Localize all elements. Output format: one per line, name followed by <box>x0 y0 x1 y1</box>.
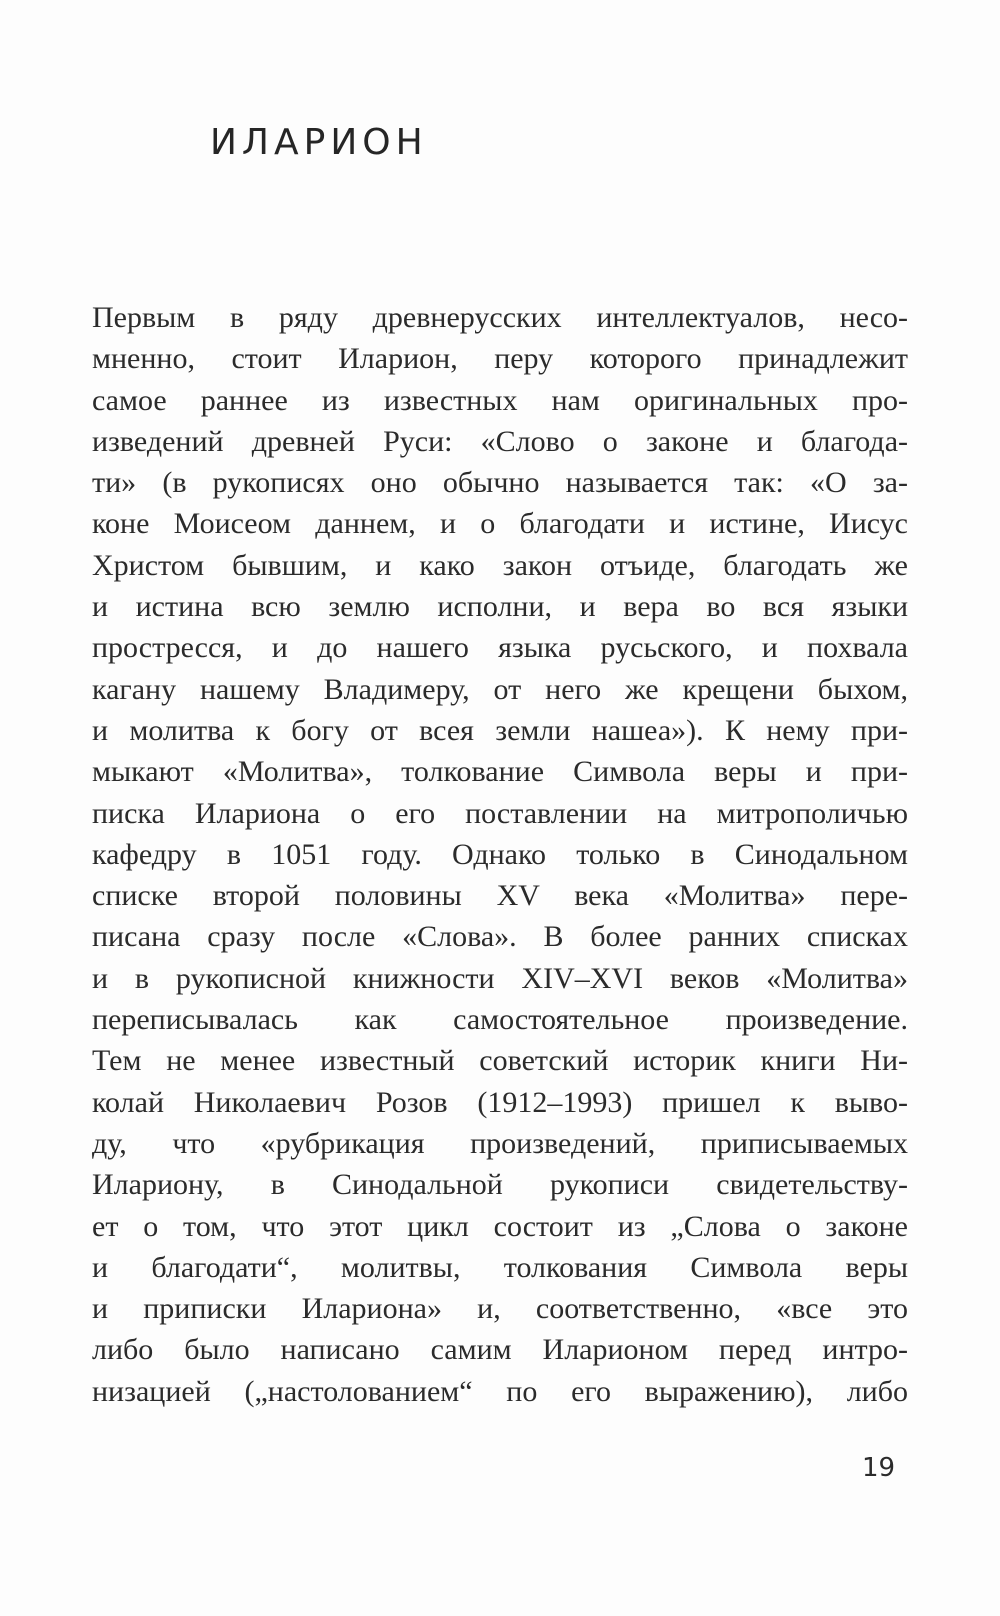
text-line: мненно, стоит Иларион, перу которого принадлежит <box>92 342 908 376</box>
text-line: Тем не менее известный советский историк книги Ни- <box>92 1044 908 1078</box>
text-line: либо было написано самим Иларионом перед интро- <box>92 1333 908 1367</box>
text-line: коне Моисеом даннем, и о благодати и истине, Иисус <box>92 507 908 541</box>
text-line: писка Илариона о его поставлении на митрополичью <box>92 796 908 830</box>
text-line: ду, что «рубрикация произведений, приписываемых <box>92 1126 908 1160</box>
page-number: 19 <box>862 1453 896 1483</box>
text-line: Первым в ряду древнерусских интеллектуалов, несо- <box>92 301 908 334</box>
text-line: кафедру в 1051 году. Однако только в Синодальном <box>92 837 908 871</box>
chapter-title: ИЛАРИОН <box>210 122 428 164</box>
text-line: и молитва к богу от всея земли нашеа»). К нему при- <box>92 713 908 747</box>
text-line: списке второй половины XV века «Молитва» пере- <box>92 879 908 913</box>
text-line: низацией („настолованием“ по его выражению), либо <box>92 1374 908 1408</box>
text-line: изведений древней Руси: «Слово о законе и благода- <box>92 424 908 458</box>
text-line: ти» (в рукописях оно обычно называется так: «О за- <box>92 466 908 500</box>
text-line: колай Николаевич Розов (1912–1993) пришел к выво- <box>92 1085 908 1119</box>
text-line: и истина всю землю исполни, и вера во вся языки <box>92 590 908 624</box>
body-text <box>92 297 908 1412</box>
text-line: мыкают «Молитва», толкование Символа веры и при- <box>92 755 908 789</box>
text-line: простресся, и до нашего языка русьского, и похвала <box>92 631 908 665</box>
text-line: ет о том, что этот цикл состоит из „Слова о законе <box>92 1209 908 1243</box>
text-line: Христом бывшим, и како закон отъиде, благодать же <box>92 548 908 582</box>
text-line: и благодати“, молитвы, толкования Символа веры <box>92 1250 908 1284</box>
text-line: кагану нашему Владимеру, от него же крещени быхом, <box>92 672 908 706</box>
text-line: и в рукописной книжности XIV–XVI веков «Молитва» <box>92 961 908 995</box>
text-line: Илариону, в Синодальной рукописи свидетельству- <box>92 1168 908 1202</box>
text-line: переписывалась как самостоятельное произведение. <box>92 1003 908 1037</box>
text-line: самое раннее из известных нам оригинальных про- <box>92 383 908 417</box>
text-line: писана сразу после «Слова». В более ранних списках <box>92 920 908 954</box>
text-line: и приписки Илариона» и, соответственно, «все это <box>92 1292 908 1326</box>
